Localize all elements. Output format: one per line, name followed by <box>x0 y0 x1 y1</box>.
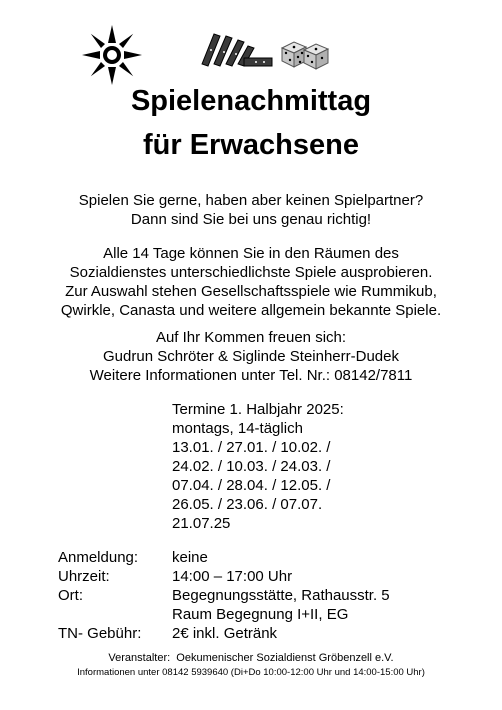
ort-value: Begegnungsstätte, Rathausstr. 5 <box>172 587 390 604</box>
dominoes-icon <box>196 30 276 70</box>
termine-dates-line: 26.05. / 23.06. / 07.07. <box>172 496 323 513</box>
description-line: Sozialdienstes unterschiedlichste Spiele ausprobieren. <box>69 264 433 281</box>
hosts-phone-line: Weitere Informationen unter Tel. Nr.: 08142/7811 <box>89 367 413 384</box>
intro-text <box>0 191 502 229</box>
footer-organizer: Veranstalter: Oekumenischer Sozialdienst Gröbenzell e.V. <box>108 652 394 664</box>
intro-line: Spielen Sie gerne, haben aber keinen Spielpartner? <box>78 192 424 209</box>
intro-line: Dann sind Sie bei uns genau richtig! <box>130 211 372 228</box>
hosts-line: Gudrun Schröter & Siglinde Steinherr-Dudek <box>103 348 399 365</box>
description-line: Qwirkle, Canasta und weitere allgemein bekannte Spiele. <box>60 302 442 319</box>
hosts-line: Auf Ihr Kommen freuen sich: <box>155 329 347 346</box>
termine-dates-line: 21.07.25 <box>172 515 231 532</box>
footer-info: Informationen unter 08142 5939640 (Di+Do 10:00-12:00 Uhr und 14:00-15:00 Uhr) <box>77 667 425 678</box>
termine-heading: Termine 1. Halbjahr 2025: <box>172 401 344 418</box>
description-line: Alle 14 Tage können Sie in den Räumen des <box>103 245 399 262</box>
description-text <box>0 244 502 320</box>
dice-icon <box>280 38 332 70</box>
gebuehr-value: 2€ inkl. Getränk <box>172 625 278 642</box>
termine-dates-line: 24.02. / 10.03. / 24.03. / <box>172 458 331 475</box>
termine-dates-line: 07.04. / 28.04. / 12.05. / <box>172 477 331 494</box>
page-title-line-1: Spielenachmittag <box>130 85 372 117</box>
page-title-line-2: für Erwachsene <box>143 129 359 161</box>
ort-value-room: Raum Begegnung I+II, EG <box>172 606 349 623</box>
termine-frequency: montags, 14-täglich <box>172 420 303 437</box>
anmeldung-label: Anmeldung: <box>58 549 139 566</box>
gebuehr-label: TN- Gebühr: <box>58 625 142 642</box>
uhrzeit-value: 14:00 – 17:00 Uhr <box>172 568 293 585</box>
sun-logo-icon <box>80 23 144 87</box>
uhrzeit-label: Uhrzeit: <box>58 568 110 585</box>
termine-block <box>172 400 344 533</box>
anmeldung-value: keine <box>172 549 208 566</box>
hosts-text <box>0 328 502 385</box>
description-line: Zur Auswahl stehen Gesellschaftsspiele wie Rummikub, <box>65 283 437 300</box>
ort-label: Ort: <box>58 587 83 604</box>
termine-dates-line: 13.01. / 27.01. / 10.02. / <box>172 439 331 456</box>
